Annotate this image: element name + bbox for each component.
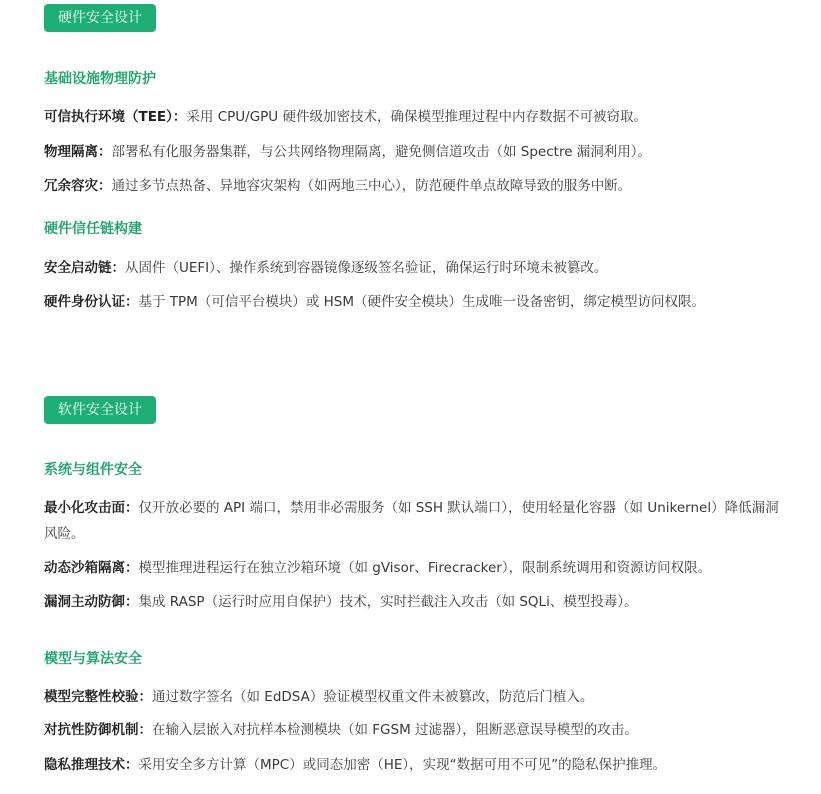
subheading-system-security: 系统与组件安全	[44, 462, 142, 478]
item-term: 物理隔离：	[44, 144, 112, 160]
list-item-physical-isolation	[44, 139, 789, 165]
subheading-trust-chain: 硬件信任链构建	[44, 221, 142, 237]
list-item-private-inference	[44, 752, 789, 778]
list-item-hardware-auth	[44, 289, 789, 315]
item-term: 安全启动链：	[44, 260, 125, 276]
item-term: 硬件身份认证：	[44, 294, 139, 310]
item-text: 通过多节点热备、异地容灾架构（如两地三中心），防范硬件单点故障导致的服务中断。	[111, 178, 632, 194]
list-item-adversarial-defense	[44, 717, 789, 743]
subheading-physical-protection: 基础设施物理防护	[44, 71, 156, 87]
section-tag-software: 软件安全设计	[44, 396, 156, 424]
list-item-vuln-defense	[44, 589, 789, 615]
item-text: 集成 RASP（运行时应用自保护）技术，实时拦截注入攻击（如 SQLi、模型投毒）。	[138, 594, 638, 610]
list-item-model-integrity	[44, 684, 789, 710]
item-text: 基于 TPM（可信平台模块）或 HSM（硬件安全模块）生成唯一设备密钥，绑定模型访问权限。	[138, 294, 705, 310]
item-term: 对抗性防御机制：	[44, 722, 152, 738]
list-item-sandbox	[44, 555, 789, 581]
item-term: 冗余容灾：	[44, 178, 112, 194]
item-text: 仅开放必要的 API 端口，禁用非必需服务（如 SSH 默认端口），使用轻量化容器（如 Unikernel）降低漏洞风险。	[44, 500, 779, 542]
item-text: 从固件（UEFI）、操作系统到容器镜像逐级签名验证，确保运行时环境未被篡改。	[125, 260, 608, 276]
item-term: 隐私推理技术：	[44, 757, 139, 773]
list-item-redundancy	[44, 173, 789, 199]
item-text: 通过数字签名（如 EdDSA）验证模型权重文件未被篡改，防范后门植入。	[152, 689, 594, 705]
subheading-model-security: 模型与算法安全	[44, 651, 142, 667]
item-term: 动态沙箱隔离：	[44, 560, 139, 576]
item-term: 漏洞主动防御：	[44, 594, 139, 610]
item-term: 模型完整性校验：	[44, 689, 152, 705]
item-text: 采用安全多方计算（MPC）或同态加密（HE），实现“数据可用不可见”的隐私保护推理。	[138, 757, 667, 773]
item-text: 部署私有化服务器集群，与公共网络物理隔离，避免侧信道攻击（如 Spectre 漏洞利用）。	[111, 144, 652, 160]
list-item-minimal-surface	[44, 495, 789, 547]
item-term: 最小化攻击面：	[44, 500, 139, 516]
item-text: 在输入层嵌入对抗样本检测模块（如 FGSM 过滤器），阻断恶意误导模型的攻击。	[152, 722, 638, 738]
item-term: 可信执行环境（TEE）：	[44, 109, 187, 125]
section-tag-hardware: 硬件安全设计	[44, 4, 156, 32]
item-text: 采用 CPU/GPU 硬件级加密技术，确保模型推理过程中内存数据不可被窃取。	[186, 109, 647, 125]
list-item-tee	[44, 104, 789, 130]
item-text: 模型推理进程运行在独立沙箱环境（如 gVisor、Firecracker），限制系统调用和资源访问权限。	[138, 560, 712, 576]
list-item-secure-boot	[44, 255, 789, 281]
